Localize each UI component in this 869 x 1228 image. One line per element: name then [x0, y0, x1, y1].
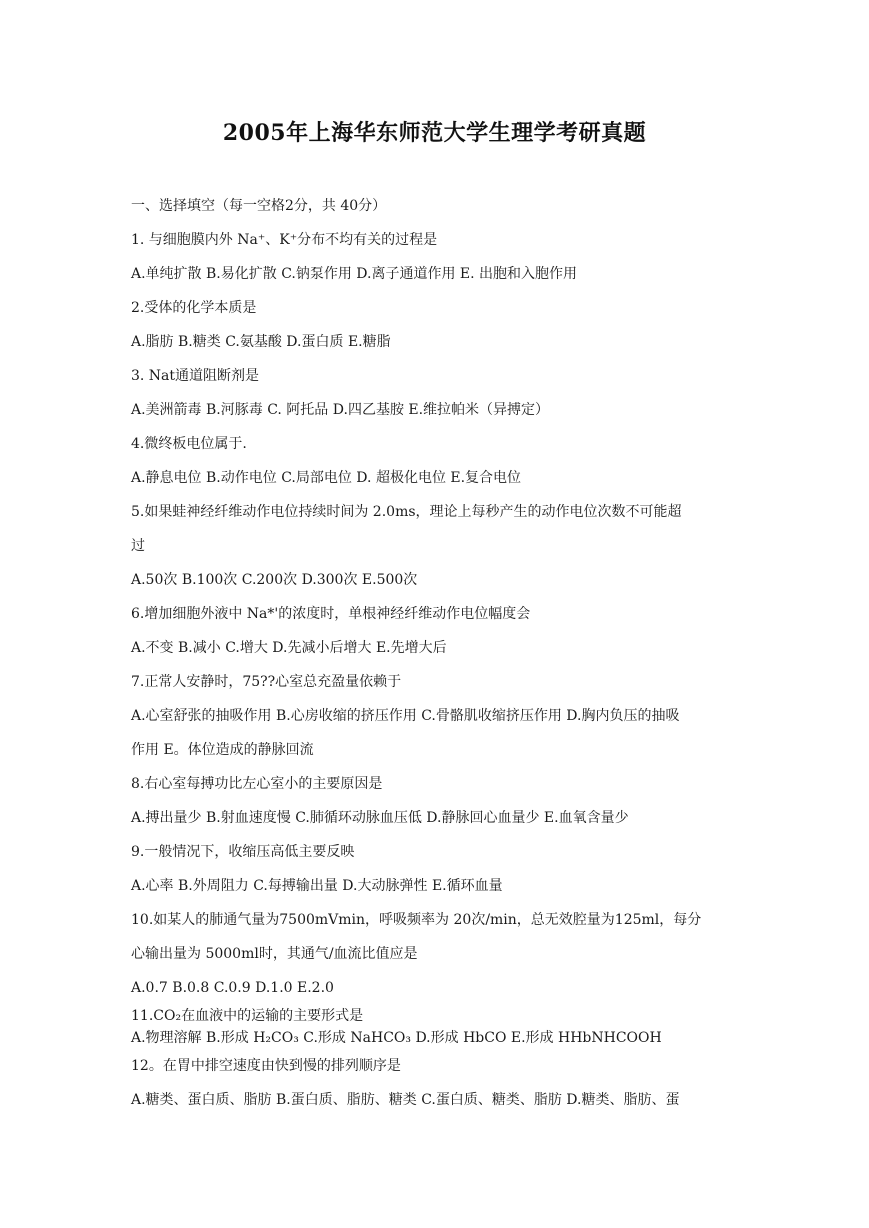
- question-3: 3. Nat通道阻断剂是: [131, 368, 260, 384]
- question-8-options: A.搏出量少 B.射血速度慢 C.肺循环动脉血压低 D.静脉回心血量少 E.血氧含量少: [131, 810, 629, 826]
- question-4-options: A.静息电位 B.动作电位 C.局部电位 D. 超极化电位 E.复合电位: [131, 470, 522, 486]
- question-12: 12。在胃中排空速度由快到慢的排列顺序是: [131, 1058, 401, 1074]
- question-11: 11.CO₂在血液中的运输的主要形式是: [131, 1008, 364, 1024]
- question-6-options: A.不变 B.减小 C.增大 D.先减小后增大 E.先增大后: [131, 640, 447, 656]
- question-10-options: A.0.7 B.0.8 C.0.9 D.1.0 E.2.0: [131, 980, 334, 996]
- question-7-options-continued: 作用 E。体位造成的静脉回流: [131, 742, 314, 758]
- question-5-options: A.50次 B.100次 C.200次 D.300次 E.500次: [131, 572, 418, 588]
- question-7: 7.正常人安静时，75??心室总充盈量依赖于: [131, 674, 402, 690]
- document-title: 2005年上海华东师范大学生理学考研真题: [222, 120, 647, 146]
- question-9-options: A.心率 B.外周阻力 C.每搏输出量 D.大动脉弹性 E.循环血量: [131, 878, 503, 894]
- section-heading: 一、选择填空（每一空格2分，共 40分）: [131, 198, 387, 214]
- document-body: [131, 189, 743, 1117]
- question-3-options: A.美洲箭毒 B.河豚毒 C. 阿托品 D.四乙基胺 E.维拉帕米（异搏定）: [131, 402, 550, 418]
- question-9: 9.一般情况下，收缩压高低主要反映: [131, 844, 355, 860]
- question-7-options: A.心室舒张的抽吸作用 B.心房收缩的挤压作用 C.骨骼肌收缩挤压作用 D.胸内负压的抽吸: [131, 708, 680, 724]
- question-2-options: A.脂肪 B.糖类 C.氨基酸 D.蛋白质 E.糖脂: [131, 334, 391, 350]
- question-1-options: A.单纯扩散 B.易化扩散 C.钠泵作用 D.离子通道作用 E. 出胞和入胞作用: [131, 266, 578, 282]
- question-5: 5.如果蛙神经纤维动作电位持续时间为 2.0ms，理论上每秒产生的动作电位次数不可能超: [131, 504, 682, 520]
- question-12-options: A.糖类、蛋白质、脂肪 B.蛋白质、脂肪、糖类 C.蛋白质、糖类、脂肪 D.糖类、脂肪、蛋: [131, 1092, 680, 1108]
- question-1: 1. 与细胞膜内外 Na⁺、K⁺分布不均有关的过程是: [131, 232, 438, 248]
- question-4: 4.微终板电位属于.: [131, 436, 247, 452]
- question-6: 6.增加细胞外液中 Na*'的浓度时，单根神经纤维动作电位幅度会: [131, 606, 531, 622]
- question-10-continued: 心输出量为 5000ml时，其通气/血流比值应是: [131, 946, 418, 962]
- question-5-continued: 过: [131, 538, 145, 554]
- question-8: 8.右心室每搏功比左心室小的主要原因是: [131, 776, 383, 792]
- question-10: 10.如某人的肺通气量为7500mVmin，呼吸频率为 20次/min，总无效腔量为125ml，每分: [131, 912, 702, 928]
- question-2: 2.受体的化学本质是: [131, 300, 257, 316]
- question-11-options: A.物理溶解 B.形成 H₂CO₃ C.形成 NaHCO₃ D.形成 HbCO E.形成 HHbNHCOOH: [131, 1030, 662, 1046]
